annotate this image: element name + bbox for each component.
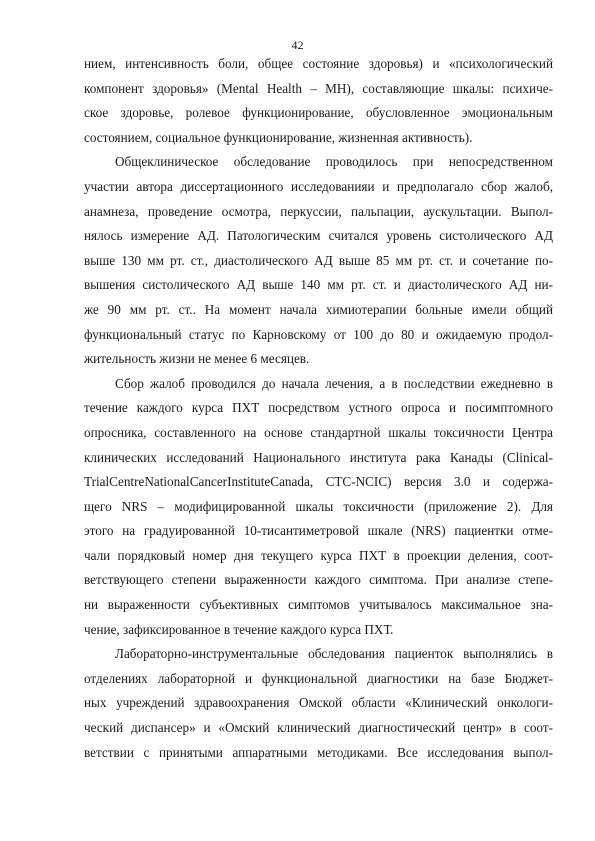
text-line: Сбор жалоб проводился до начала лечения, а в последствии ежедневно в — [115, 375, 553, 391]
text-line: клинических исследований Национального института рака Канады (Clinical- — [84, 449, 553, 465]
text-line: ни выраженности субъективных симптомов учитывалось максимальное зна- — [84, 597, 553, 613]
text-line: Лабораторно-инструментальные обследования пациенток выполнялись в — [115, 646, 553, 662]
text-line: состоянием, социальное функционирование, жизненная активность). — [84, 129, 473, 145]
text-line: ское здоровье, ролевое функционирование, обусловленное эмоциональным — [84, 105, 553, 121]
text-line: же 90 мм рт. ст.. На момент начала химиотерапии больные имели общий — [84, 301, 553, 317]
text-line: участии автора диссертационного исследованияи и предполагало сбор жалоб, — [84, 178, 553, 194]
text-line: чали порядковый номер дня текущего курса ПХТ в проекции деления, соот- — [84, 547, 553, 563]
text-line: ческий диспансер» и «Омский клинический диагностический центр» в соот- — [84, 720, 553, 736]
text-line: отделениях лабораторной и функциональной диагностики на базе Бюджет- — [84, 670, 553, 686]
text-line: щего NRS – модифицированной шкалы токсичности (приложение 2). Для — [84, 498, 553, 514]
body-text — [84, 52, 553, 765]
text-line: этого на градуированной 10-тисантиметровой шкале (NRS) пациентки отме- — [84, 523, 553, 539]
text-line: ветствующего степени выраженности каждого симптома. При анализе степе- — [84, 572, 553, 588]
text-line: выше 130 мм рт. ст., диастолического АД выше 85 мм рт. ст. и сочетание по- — [84, 252, 553, 268]
text-line: вышения систолического АД выше 140 мм рт. ст. и диастолического АД ни- — [84, 277, 553, 293]
text-line: опросника, составленного на основе стандартной шкалы токсичности Центра — [84, 424, 553, 440]
text-line: Общеклиническое обследование проводилось при непосредственном — [115, 154, 553, 170]
page-number: 42 — [291, 38, 304, 52]
text-line: анамнеза, проведение осмотра, перкуссии, пальпации, аускультации. Выпол- — [84, 203, 553, 219]
text-line: ных учреждений здравоохранения Омской области «Клинический онкологи- — [84, 695, 553, 711]
text-line: ветствии с принятыми аппаратными методиками. Все исследования выпол- — [84, 744, 553, 760]
text-line: функциональный статус по Карновскому от 100 до 80 и ожидаемую продол- — [84, 326, 553, 342]
text-line: компонент здоровья» (Mental Health – MH), составляющие шкалы: психиче- — [84, 80, 553, 96]
text-line: течение каждого курса ПХТ посредством устного опроса и посимптомного — [84, 400, 553, 416]
text-line: жительность жизни не менее 6 месяцев. — [84, 351, 310, 367]
text-line: нялось измерение АД. Патологическим считался уровень систолического АД — [84, 228, 553, 244]
text-line: TrialCentreNationalCancerInstituteCanada, CTC-NCIC) версия 3.0 и содержа- — [84, 474, 553, 490]
text-line: чение, зафиксированное в течение каждого курса ПХТ. — [84, 621, 394, 637]
text-line: нием, интенсивность боли, общее состояние здоровья) и «психологический — [84, 56, 553, 71]
